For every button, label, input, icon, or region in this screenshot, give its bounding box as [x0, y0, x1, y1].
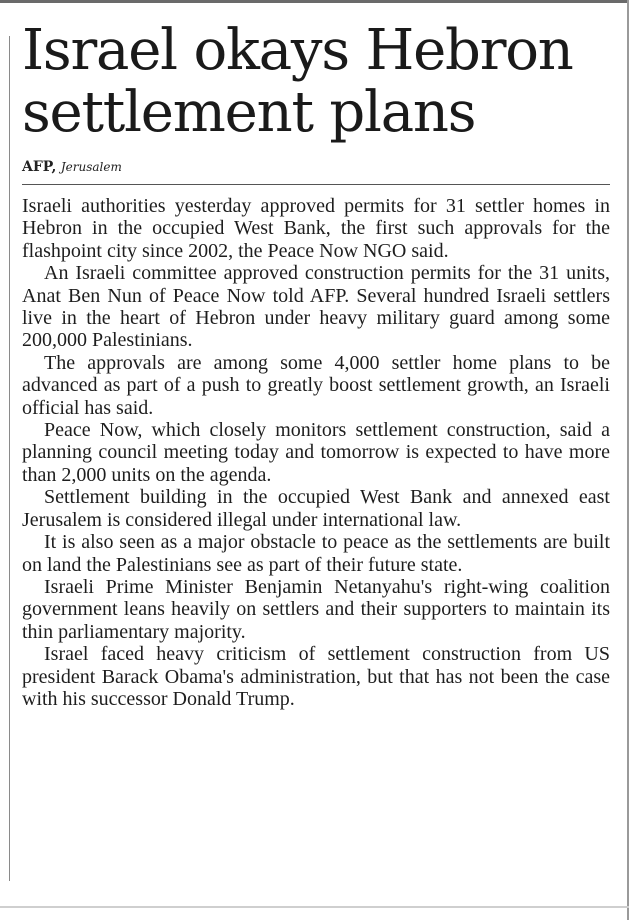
- paragraph-2: An Israeli committee approved construction permits for the 31 units, Anat Ben Nun of Peace Now told AFP. Several hundred Israeli settlers live in the heart of Hebron under heavy military guard among some 200,000 Palestinians.: [22, 262, 610, 352]
- byline: [22, 158, 616, 176]
- news-article: [22, 20, 616, 710]
- paragraph-4: Peace Now, which closely monitors settlement construction, said a planning council meeting today and tomorrow is expected to have more than 2,000 units on the agenda.: [22, 419, 610, 486]
- paragraph-3: The approvals are among some 4,000 settler home plans to be advanced as part of a push to greatly boost settlement growth, an Israeli official has said.: [22, 351, 610, 419]
- paragraph-8: Israel faced heavy criticism of settlement construction from US president Barack Obama's administration, but that has not been the case with his successor Donald Trump.: [22, 643, 610, 710]
- byline-location: Jerusalem: [60, 160, 122, 174]
- byline-agency: AFP,: [22, 159, 57, 175]
- top-border-rule: [0, 0, 629, 3]
- column-left-rule: [9, 36, 10, 881]
- paragraph-6: It is also seen as a major obstacle to peace as the settlements are built on land the Palestinians see as part of their future state.: [22, 531, 610, 576]
- headline: [22, 20, 616, 144]
- bottom-border-rule: [0, 906, 629, 908]
- byline-divider: [22, 184, 610, 185]
- headline-line-2: settlement plans: [22, 80, 476, 145]
- headline-line-1: Israel okays Hebron: [22, 18, 573, 83]
- article-body: [22, 195, 610, 710]
- paragraph-7: Israeli Prime Minister Benjamin Netanyahu's right-wing coalition government leans heavily on settlers and their supporters to maintain its thin parliamentary majority.: [22, 575, 610, 643]
- paragraph-1: Israeli authorities yesterday approved permits for 31 settler homes in Hebron in the occupied West Bank, the first such approvals for the flashpoint city since 2002, the Peace Now NGO said.: [22, 195, 610, 262]
- paragraph-5: Settlement building in the occupied West Bank and annexed east Jerusalem is considered illegal under international law.: [22, 486, 610, 531]
